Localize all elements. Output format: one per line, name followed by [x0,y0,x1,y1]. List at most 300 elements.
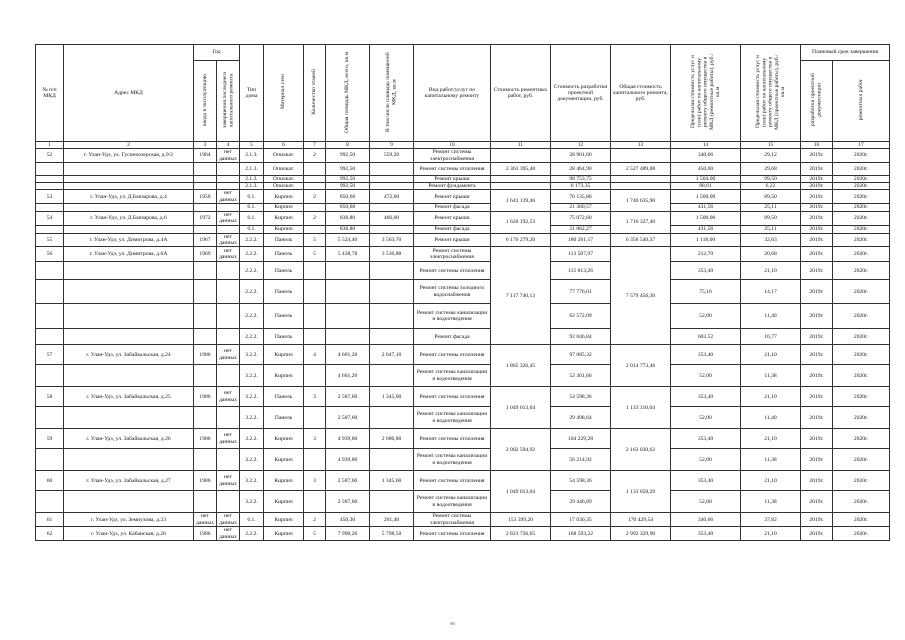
cell-wall-material: Кирпич [264,212,304,226]
cell-address: г. Улан-Удэ, ул. Кабанская, д.20 [64,527,194,541]
page-number: 86 [450,621,455,626]
cell-total-area: 992,50 [326,183,370,190]
cell-work-type: Ремонт фасада [414,225,491,233]
cell-wall-material: Опилкат. [264,183,304,190]
cell-deadline-repair: 2020г. [833,280,890,304]
cell-total-area: 2 587,60 [326,491,370,513]
cell-deadline-repair: 2020г. [833,190,890,204]
cell-deadline-design: 2019г. [801,204,833,212]
header-max-cost-1: Предельная стоимость услуг и (или) работ по капитальному ремонту общего имущества в МКД (ремонтные работы), руб./кв.м [671,45,741,142]
cell-work-type: Ремонт крыши [414,175,491,182]
cell-max-cost-2: 89,50 [741,212,801,226]
cell-max-cost-2: 21,10 [741,387,801,407]
cell-residential-area: 1 345,60 [370,471,414,491]
cell-year-commission: 1969 [194,247,217,262]
cell-residential-area: 261,40 [370,513,414,527]
cell-design-cost: 21 360,57 [551,204,611,212]
cell-wall-material: Кирпич [264,190,304,204]
cell-num: 55 [36,233,64,247]
header-deadline-group: Плановый срок завершения [801,45,890,61]
cell-work-type: Ремонт фундамента [414,183,491,190]
cell-deadline-design: 2019г. [801,247,833,262]
cell-design-cost: 54 598,36 [551,387,611,407]
cell-work-type: Ремонт системы канализации и водоотведения [414,304,491,329]
cell-floors: 5 [304,527,326,541]
cell-work-type: Ремонт системы отопления [414,262,491,280]
cell-max-cost-1: 52,00 [671,449,741,471]
cell-work-type: Ремонт фасада [414,329,491,345]
cell-max-cost-1: 431,56 [671,225,741,233]
cell-deadline-design: 2019г. [801,149,833,163]
header-wall-material: Материал стен [264,45,304,142]
cell-year-commission: 1972 [194,212,217,226]
cell-wall-material: Кирпич [264,513,304,527]
cell-max-cost-1: 52,00 [671,491,741,513]
header-total-area: Общая площадь МКД, всего, кв.м [326,45,370,142]
cell-house-type: 3.2.2. [240,365,264,387]
cell-max-cost-2: 21,10 [741,429,801,449]
cell-deadline-design: 2019г. [801,280,833,304]
cell-total-cost: 2 014 773,46 [611,345,671,387]
cell-max-cost-1: 450,00 [671,162,741,175]
cell-house-type: 3.2.2. [240,429,264,449]
cell-deadline-design: 2019г. [801,365,833,387]
cell-design-cost: 62 572,09 [551,304,611,329]
cell-max-cost-1: 431,56 [671,204,741,212]
cell-max-cost-2: 21,10 [741,471,801,491]
cell-max-cost-1: 1 504,00 [671,175,741,182]
cell-design-cost: 76 135,86 [551,190,611,204]
cell-address: г. Улан-Удэ, ул. Забайкальская, д.24 [64,345,194,365]
cell-year-commission: 1986 [194,527,217,541]
cell-work-type: Ремонт системы электроснабжения [414,513,491,527]
cell-wall-material: Панель [264,407,304,429]
cell-num: 62 [36,527,64,541]
header-house-type: Тип дома [240,45,264,142]
cell-year-last-repair: нет данных [217,513,240,527]
cell-work-type: Ремонт крыши [414,233,491,247]
cell-floors: 2 [304,212,326,226]
cell-total-cost: 2 527 489,08 [611,162,671,175]
cell-max-cost-1: 353,40 [671,262,741,280]
cell-deadline-repair: 2020г. [833,233,890,247]
cell-wall-material: Кирпич [264,225,304,233]
table-row [36,365,890,387]
table-row [36,491,890,513]
cell-floors: 3 [304,387,326,407]
cell-max-cost-1: 353,40 [671,345,741,365]
table-header [36,45,890,149]
cell-work-type: Ремонт системы отопления [414,527,491,541]
cell-deadline-design: 2019г. [801,183,833,190]
cell-address: г. Улан-Удэ, ул. Д.Банзарова, д.6 [64,212,194,226]
cell-repair-cost: 153 399,20 [491,513,551,527]
cell-residential-area: 472,60 [370,190,414,204]
cell-design-cost: 52 361,66 [551,365,611,387]
cell-max-cost-2: 21,10 [741,262,801,280]
column-number: 5 [240,142,264,149]
header-year-commission: ввода в эксплуатацию [194,61,217,142]
cell-deadline-repair: 2020г. [833,449,890,471]
cell-deadline-repair: 2020г. [833,183,890,190]
cell-total-area: 4 939,80 [326,429,370,449]
cell-num: 53 [36,190,64,204]
cell-design-cost: 17 030,35 [551,513,611,527]
table-row [36,212,890,226]
cell-year-last-repair: нет данных [217,345,240,365]
cell-year-last-repair: нет данных [217,527,240,541]
column-numbers-row [36,142,890,149]
cell-max-cost-2: 16,77 [741,329,801,345]
cell-wall-material: Кирпич [264,204,304,212]
cell-residential-area: 3 536,88 [370,247,414,262]
cell-deadline-repair: 2020г. [833,247,890,262]
table-row [36,527,890,541]
cell-num: 58 [36,387,64,407]
cell-house-type: 3.2.2. [240,471,264,491]
cell-max-cost-1: 52,00 [671,365,741,387]
cell-total-area: 450,30 [326,513,370,527]
cell-repair-cost: 1 643 139,46 [491,190,551,212]
cell-total-cost: 170 429,54 [611,513,671,527]
cell-deadline-repair: 2020г. [833,513,890,527]
cell-wall-material: Панель [264,233,304,247]
cell-design-cost: 21 062,27 [551,225,611,233]
cell-house-type: 6.1. [240,225,264,233]
table-row [36,304,890,329]
cell-year-last-repair: нет данных [217,149,240,163]
cell-deadline-repair: 2020г. [833,365,890,387]
cell-total-area: 5 438,78 [326,247,370,262]
cell-design-cost: 28 901,60 [551,149,611,163]
cell-max-cost-2: 6,22 [741,183,801,190]
cell-deadline-design: 2019г. [801,429,833,449]
table-row [36,204,890,212]
cell-wall-material: Опилкат. [264,149,304,163]
cell-max-cost-1: 603,52 [671,329,741,345]
cell-design-cost: 54 598,36 [551,471,611,491]
cell-repair-cost: 1 049 013,04 [491,471,551,513]
cell-max-cost-2: 89,50 [741,190,801,204]
column-number: 1 [36,142,64,149]
cell-house-type: 2.2.2. [240,329,264,345]
cell-repair-cost: 2 363 395,48 [491,162,551,175]
cell-design-cost: 29 446,89 [551,491,611,513]
cell-max-cost-1: 52,00 [671,407,741,429]
cell-total-area: 4 939,80 [326,449,370,471]
cell-year-last-repair: нет данных [217,212,240,226]
table-row [36,225,890,233]
cell-max-cost-2: 21,10 [741,527,801,541]
cell-max-cost-2: 14,17 [741,280,801,304]
cell-work-type: Ремонт крыши [414,212,491,226]
cell-deadline-design: 2019г. [801,225,833,233]
cell-residential-area: 5 798,50 [370,527,414,541]
header-total-cost: Общая стоимость капитального ремонта, руб. [611,45,671,142]
cell-num: 57 [36,345,64,365]
cell-deadline-design: 2019г. [801,233,833,247]
header-num: № п/п МКД [36,45,64,142]
cell-year-last-repair: нет данных [217,190,240,204]
cell-year-last-repair: нет данных [217,429,240,449]
cell-repair-cost [491,149,551,163]
header-max-cost-2: Предельная стоимость услуг и (или) работ по капитальному ремонту общего имущества в МКД (проектные работы), руб./кв.м [741,45,801,142]
cell-deadline-repair: 2020г. [833,407,890,429]
cell-residential-area: 2 680,80 [370,429,414,449]
cell-year-last-repair: нет данных [217,247,240,262]
cell-max-cost-1: 88,61 [671,183,741,190]
cell-residential-area: 1 345,60 [370,387,414,407]
cell-residential-area: 2 647,10 [370,345,414,365]
cell-repair-cost: 2 002 594,92 [491,429,551,471]
table-row [36,407,890,429]
cell-address: г. Улан-Удэ, ул. Земнухова, д.23 [64,513,194,527]
cell-design-cost: 6 173,35 [551,183,611,190]
cell-year-commission: 1986 [194,387,217,407]
cell-deadline-repair: 2020г. [833,329,890,345]
cell-repair-cost: 6 176 279,20 [491,233,551,247]
table-row [36,247,890,262]
cell-deadline-repair: 2020г. [833,304,890,329]
cell-total-cost: 1 740 635,90 [611,190,671,212]
cell-max-cost-2: 20,68 [741,247,801,262]
header-deadline-design: разработки проектной документации [801,61,833,142]
cell-deadline-repair: 2020г. [833,149,890,163]
cell-max-cost-2: 25,11 [741,225,801,233]
cell-max-cost-1: 75,16 [671,280,741,304]
cell-work-type: Ремонт системы отопления [414,162,491,175]
cell-wall-material: Панель [264,247,304,262]
table-row [36,162,890,175]
cell-repair-cost: 1 049 013,04 [491,387,551,429]
cell-total-area: 2 587,60 [326,471,370,491]
header-year-group: Год [194,45,240,61]
cell-wall-material: Панель [264,262,304,280]
cell-num: 54 [36,212,64,226]
cell-work-type: Ремонт системы отопления [414,345,491,365]
table-row [36,262,890,280]
column-number: 15 [741,142,801,149]
table-body [36,149,890,541]
cell-house-type: 2.2.2. [240,233,264,247]
cell-deadline-design: 2019г. [801,212,833,226]
repair-register-table [35,44,890,541]
cell-house-type: 2.1.3. [240,162,264,175]
cell-work-type: Ремонт системы отопления [414,471,491,491]
cell-design-cost: 98 753,75 [551,175,611,182]
column-number: 10 [414,142,491,149]
cell-total-area: 992,50 [326,149,370,163]
header-floors: Количество этажей [304,45,326,142]
cell-design-cost: 168 593,22 [551,527,611,541]
cell-total-area: 838,80 [326,212,370,226]
header-address: Адрес МКД [64,45,194,142]
cell-deadline-design: 2019г. [801,407,833,429]
cell-total-cost: 1 716 327,40 [611,212,671,234]
cell-max-cost-2: 11,38 [741,449,801,471]
column-number: 16 [801,142,833,149]
table-row [36,175,890,182]
cell-max-cost-1: 353,40 [671,387,741,407]
cell-wall-material: Панель [264,280,304,304]
table-row [36,429,890,449]
column-number: 4 [217,142,240,149]
cell-work-type: Ремонт системы электроснабжения [414,247,491,262]
cell-total-cost: 1 133 058,29 [611,471,671,513]
cell-year-commission: 1986 [194,345,217,365]
cell-total-area: 4 601,20 [326,365,370,387]
cell-address: г. Улан-Удэ, ул. Димитрова, д.6А [64,247,194,262]
header-work-type: Вид работ/услуг по капитальному ремонту [414,45,491,142]
cell-house-type: 3.2.2. [240,345,264,365]
cell-house-type: 3.2.2. [240,491,264,513]
table-row [36,149,890,163]
cell-address: г. Улан-Удэ, ул. Забайкальская, д.27 [64,471,194,491]
cell-house-type: 3.2.2. [240,407,264,429]
cell-wall-material: Кирпич [264,429,304,449]
cell-work-type: Ремонт системы канализации и водоотведения [414,365,491,387]
cell-total-cost [611,149,671,163]
cell-total-cost: 6 356 540,37 [611,233,671,247]
cell-total-area: 850,68 [326,204,370,212]
cell-deadline-design: 2019г. [801,345,833,365]
cell-max-cost-1: 353,40 [671,527,741,541]
table-row [36,183,890,190]
cell-design-cost: 180 261,17 [551,233,611,247]
cell-total-area: 850,68 [326,190,370,204]
cell-deadline-repair: 2020г. [833,212,890,226]
cell-house-type: 2.2.2. [240,247,264,262]
cell-max-cost-1: 340,66 [671,513,741,527]
column-number: 3 [194,142,217,149]
cell-deadline-design: 2019г. [801,449,833,471]
table-row [36,471,890,491]
cell-residential-area: 559,20 [370,149,414,163]
cell-total-area: 7 990,20 [326,527,370,541]
cell-wall-material: Кирпич [264,527,304,541]
cell-floors: 3 [304,429,326,449]
cell-num: 52 [36,149,64,163]
table-row [36,449,890,471]
cell-max-cost-1: 1 500,00 [671,212,741,226]
cell-design-cost: 104 229,28 [551,429,611,449]
cell-address: г. Улан-Удэ, ул. Забайкальская, д.26 [64,429,194,449]
cell-house-type: 2.2.2. [240,262,264,280]
cell-address: г. Улан-Удэ, ул. Забайкальская, д.25 [64,387,194,407]
cell-work-type: Ремонт системы отопления [414,387,491,407]
cell-num: 60 [36,471,64,491]
cell-year-commission: 1967 [194,233,217,247]
cell-work-type: Ремонт системы канализации и водоотведения [414,407,491,429]
cell-max-cost-2: 11,40 [741,304,801,329]
cell-max-cost-2: 21,10 [741,345,801,365]
column-number: 8 [326,142,370,149]
table-row [36,233,890,247]
cell-floors: 5 [304,247,326,262]
cell-deadline-repair: 2020г. [833,387,890,407]
cell-design-cost: 77 776,01 [551,280,611,304]
cell-work-type: Ремонт системы холодного водоснабжения [414,280,491,304]
table-row [36,513,890,527]
cell-house-type: 6.1. [240,204,264,212]
cell-max-cost-1: 1 118,00 [671,233,741,247]
cell-wall-material: Панель [264,387,304,407]
cell-year-commission: 1986 [194,471,217,491]
header-design-cost: Стоимость разработки проектной документации, руб. [551,45,611,142]
cell-total-cost: 2 992 329,90 [611,527,671,541]
cell-max-cost-2: 99,50 [741,175,801,182]
cell-house-type: 2.1.3. [240,175,264,182]
column-number: 9 [370,142,414,149]
table-row [36,329,890,345]
cell-floors: 2 [304,190,326,204]
header-year-last-repair: завершения последнего капитального ремонта [217,61,240,142]
cell-max-cost-2: 29,68 [741,162,801,175]
cell-total-cost: 7 579 456,30 [611,247,671,345]
cell-work-type: Ремонт крыши [414,190,491,204]
cell-deadline-repair: 2020г. [833,262,890,280]
cell-repair-cost: 2 823 736,65 [491,527,551,541]
cell-work-type: Ремонт системы электроснабжения [414,149,491,163]
cell-house-type: 2.2.2. [240,304,264,329]
cell-house-type: 3.2.2. [240,387,264,407]
cell-deadline-repair: 2020г. [833,225,890,233]
column-number: 17 [833,142,890,149]
cell-year-last-repair: нет данных [217,471,240,491]
cell-wall-material: Кирпич [264,345,304,365]
cell-year-commission: 1950 [194,190,217,204]
cell-deadline-repair: 2020г. [833,162,890,175]
cell-wall-material: Кирпич [264,471,304,491]
cell-design-cost: 92 046,84 [551,329,611,345]
cell-deadline-design: 2019г. [801,329,833,345]
cell-address: г. Улан-Удэ, ул. Димитрова, д.4А [64,233,194,247]
cell-max-cost-2: 25,11 [741,204,801,212]
cell-house-type: 2.1.3. [240,183,264,190]
cell-wall-material: Кирпич [264,365,304,387]
cell-deadline-repair: 2020г. [833,491,890,513]
cell-deadline-repair: 2020г. [833,175,890,182]
cell-max-cost-2: 37,82 [741,513,801,527]
cell-total-area: 4 601,20 [326,345,370,365]
cell-max-cost-1: 1 500,00 [671,190,741,204]
cell-work-type: Ремонт фасада [414,204,491,212]
cell-year-commission: нет данных [194,513,217,527]
table-row [36,190,890,204]
cell-year-last-repair: нет данных [217,387,240,407]
cell-design-cost: 113 507,97 [551,247,611,262]
cell-design-cost: 115 813,26 [551,262,611,280]
cell-design-cost: 56 214,92 [551,449,611,471]
cell-design-cost: 29 498,64 [551,407,611,429]
cell-repair-cost: 1 620 192,53 [491,212,551,234]
header-repair-cost: Стоимость ремонтных работ, руб. [491,45,551,142]
cell-num: 59 [36,429,64,449]
cell-repair-cost: 1 865 326,45 [491,345,551,387]
cell-floors: 4 [304,345,326,365]
cell-deadline-design: 2019г. [801,513,833,527]
cell-deadline-design: 2019г. [801,190,833,204]
cell-max-cost-1: 353,40 [671,429,741,449]
column-number: 6 [264,142,304,149]
cell-deadline-repair: 2020г. [833,345,890,365]
cell-design-cost: 97 085,32 [551,345,611,365]
cell-year-commission: 1986 [194,429,217,449]
header-residential-area: В том числе площадь помещений МКД, кв.м [370,45,414,142]
cell-deadline-repair: 2020г. [833,471,890,491]
column-number: 11 [491,142,551,149]
cell-deadline-repair: 2020г. [833,429,890,449]
